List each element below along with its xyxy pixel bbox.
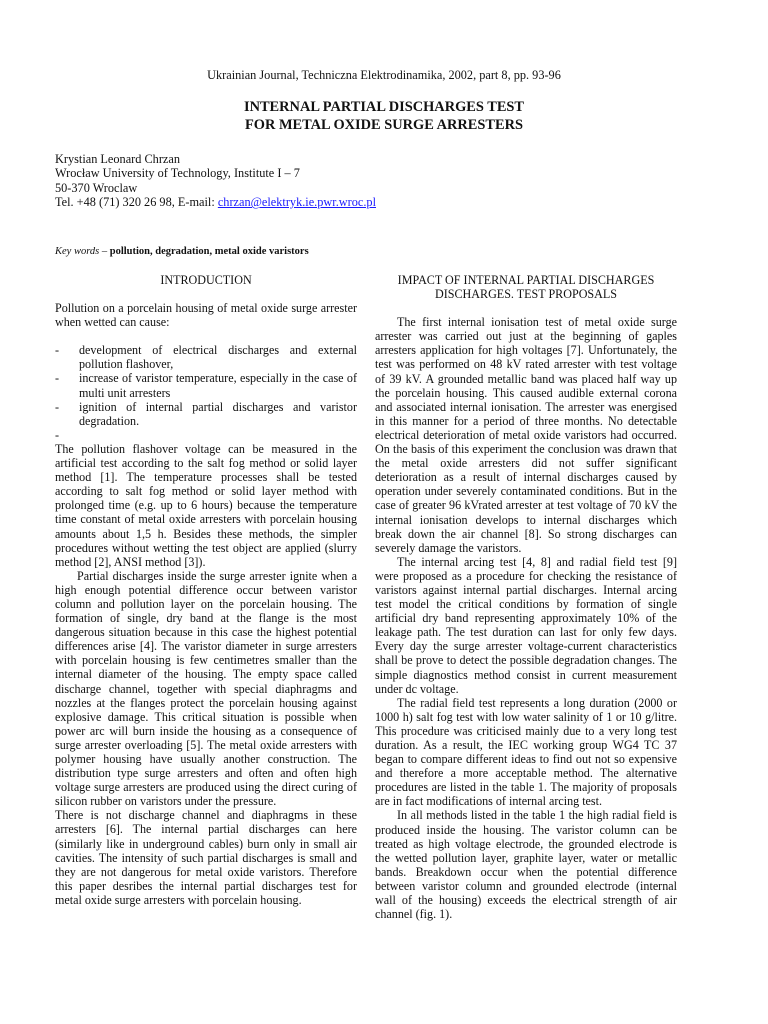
spacer [375, 301, 677, 315]
list-item [55, 343, 357, 371]
author-phone: Tel. +48 (71) 320 26 98, E-mail: [55, 195, 218, 210]
stray-dash: - [55, 427, 60, 442]
keywords-separator: – [99, 246, 110, 257]
paragraph-polymer-arresters: There is not discharge channel and diaphragms in these arresters [6]. The internal partial discharges can here (similarly like in underground cables) burn only in small air cavities. The intensity of such partial discharges is small and they are not dangerous for metal oxide varistors. Therefore this paper desribes the internal partial discharges test for metal oxide surge arresters with porcelain housing. [55, 808, 357, 907]
journal-reference: Ukrainian Journal, Techniczna Elektrodinamika, 2002, part 8, pp. 93-96 [207, 68, 561, 82]
list-item-text: ignition of internal partial discharges and varistor degradation. [79, 399, 357, 428]
intro-paragraph: Pollution on a porcelain housing of metal oxide surge arrester when wetted can cause: [55, 301, 357, 330]
paragraph-high-radial-field: In all methods listed in the table 1 the high radial field is produced inside the housing. The varistor column can be treated as high voltage electrode, the grounded electrode is the wetted pollution layer, graphite layer, water or metallic bands. Breakdown occur when the potential difference between varistor column and grounded electrode (internal wall of the housing) exceeds the electrical strength of air channel (fig. 1). [375, 808, 677, 922]
bullet-dash: - [55, 371, 60, 386]
right-column [375, 273, 677, 921]
title-line-2: FOR METAL OXIDE SURGE ARRESTERS [244, 117, 523, 133]
paragraph-internal-arcing-test: The internal arcing test [4, 8] and radial field test [9] were proposed as a procedure for checking the resistance of varistors against internal partial discharges. Internal arcing test model the critical conditions by formation of single artificial dry band representing approximately 10% of the leakage path. The test duration can last for only few days. Every day the surge arrester voltage-current characteristics shall be prove to detect the possible degradation changes. The simple diagnostics method consist in current measurement under dc voltage. [375, 554, 677, 696]
bullet-dash: - [55, 399, 60, 414]
keywords-values: pollution, degradation, metal oxide varistors [109, 246, 309, 257]
author-affiliation: Wrocław University of Technology, Institute I – 7 [55, 166, 300, 181]
list-item [55, 371, 357, 399]
author-contact [55, 195, 455, 209]
effects-list [55, 343, 357, 428]
section-heading-introduction: INTRODUCTION [160, 273, 252, 287]
section-heading-impact-line-2: DISCHARGES. TEST PROPOSALS [434, 287, 617, 302]
list-item-text: development of electrical discharges and external pollution flashover, [79, 343, 357, 372]
spacer [55, 329, 357, 343]
left-column [55, 273, 357, 907]
paragraph-partial-discharges: Partial discharges inside the surge arrester ignite when a high enough potential difference occur between varistor column and pollution layer on the porcelain housing. The formation of single, dry band at the flange is the most dangerous situation because in this case the highest potential differences arise [4]. The varistor diameter in surge arresters with porcelain housing is few centimetres smaller than the internal diameter of the housing. The empty space called discharge channel, together with special diaphragms and nozzles at the flanges protect the porcelain housing against explosive damage. This critical situation is possible when power arc will burn inside the housing as a consequence of surge arrester overloading [5]. The metal oxide arresters with polymer housing have usually another construction. The distribution type surge arresters and often and often high voltage surge arresters are produced using the direct curing of silicon rubber on varistors under the pressure. [55, 568, 357, 809]
paragraph-radial-field-test: The radial field test represents a long duration (2000 or 1000 h) salt fog test with low water salinity of 1 or 10 g/litre. This procedure was criticised mainly due to a very long test duration. As a result, the IEC working group WG4 TC 37 began to compare different ideas to find out not so expensive and therefore a more acceptable method. The alternative procedures are listed in the table 1. The majority of proposals are in fact modifications of internal arcing test. [375, 695, 677, 809]
bullet-dash: - [55, 343, 60, 358]
author-name: Krystian Leonard Chrzan [55, 152, 180, 166]
author-address: 50-370 Wroclaw [55, 180, 138, 195]
title-line-1: INTERNAL PARTIAL DISCHARGES TEST [243, 99, 525, 115]
list-item [55, 400, 357, 428]
spacer [55, 287, 357, 301]
author-email-link[interactable]: chrzan@elektryk.ie.pwr.wroc.pl [217, 195, 376, 210]
author-block [55, 152, 455, 210]
paragraph-flashover: The pollution flashover voltage can be measured in the artificial test according to the salt fog method or solid layer method [1]. The temperature processes shall be tested according to salt fog method or solid layer method with prolonged time (e.g. up to 6 hours) because the temperature time constant of metal oxide arresters with porcelain housing amounts about 1,5 h. Besides these methods, the simpler procedures without wetting the test object are applied (slurry method [2], ANSI method [3]). [55, 441, 357, 569]
paper-title [0, 98, 768, 134]
section-heading-impact-line-1: IMPACT OF INTERNAL PARTIAL DISCHARGES [397, 273, 655, 287]
keywords-line [55, 246, 715, 257]
paragraph-first-ionisation-test: The first internal ionisation test of metal oxide surge arrester was carried out just at the beginning of gaples arresters application for high voltages [7]. Unfortunately, the test was performed on 48 kV rated arrester with test voltage of 39 kV. A grounded metallic band was placed half way up the porcelain housing. This caused audible external corona and associated internal ionisation. The arrester was energised in this manner for a period of three months. No detectable electrical deterioration of metal oxide varistors had occurred. On the basis of this experiment the conclusion was drawn that the metal oxide arresters did not suffer significant deterioration as a result of internal discharges caused by operation under severely contaminated conditions. But in the case of greater 96 kVrated arrester at test voltage of 70 kV the internal ionisation develops to internal discharges which break down the air channel [8]. So strong discharges can severely damage the varistors. [375, 315, 677, 555]
list-item-text: increase of varistor temperature, especially in the case of multi unit arresters [79, 371, 357, 400]
keywords-label: Key words [55, 246, 100, 257]
